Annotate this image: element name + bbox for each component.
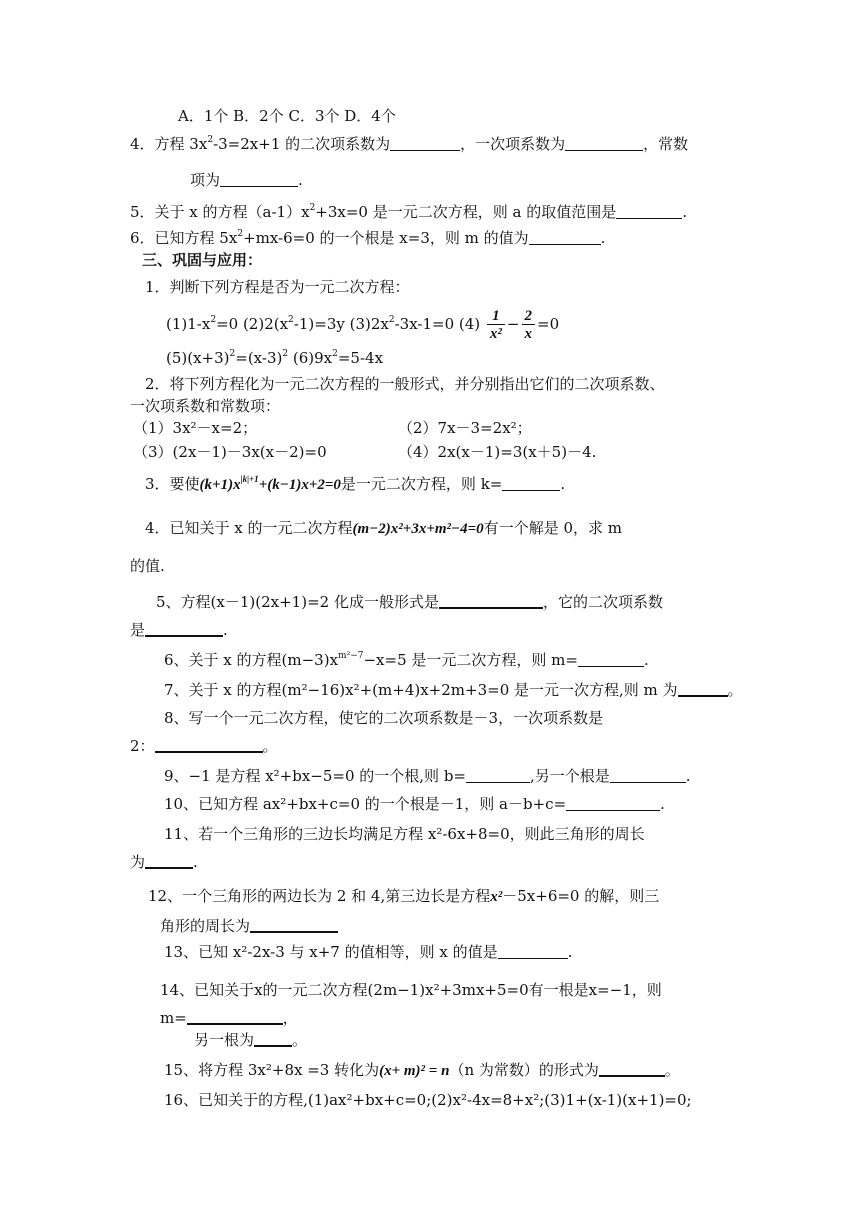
problem-2-line-1: 2．将下列方程化为一元二次方程的一般形式，并分别指出它们的二次项系数、: [145, 375, 665, 393]
question-4-cont: 项为 .: [190, 171, 303, 189]
answer-blank[interactable]: [578, 652, 644, 667]
question-5b-line-2: 是 .: [130, 621, 228, 639]
question-14-line-1: 14、已知关于x的一元二次方程(2m−1)x²+3mx+5=0有一根是x=−1，则: [160, 981, 662, 999]
question-5b-line-1: 5、方程(x－1)(2x+1)=2 化成一般形式是 ，它的二次项系数: [156, 593, 663, 611]
question-5: 5．关于 x 的方程$(a-1)x^2+3x=0$ 是一元二次方程，则 a 的取值范围是 .: [130, 203, 688, 221]
answer-blank[interactable]: [678, 681, 728, 697]
question-7: 7、关于 x 的方程(m²−16)x²+(m+4)x+2m+3=0 是一元一次方程,则 m 为 。: [164, 681, 743, 699]
question-14-line-2: m= ，: [160, 1009, 298, 1027]
problem-1-line-2: $(5)(x+3)^2=(x-3)^2$ $(6)9x^2=5-4x$: [166, 349, 384, 367]
answer-blank[interactable]: [145, 621, 223, 637]
problem-1-line-1: $(1)1-x^2=0$ $(2)2(x^2-1)=3y$ $(3)2x^2-3x-1=0$ (4) $\frac{1}{\text{x²}}$ − $\frac{2}{x}$ =0: [166, 307, 560, 342]
section-title: 三、巩固与应用：: [142, 251, 263, 269]
question-8-line-1: 8、写一个一元二次方程，使它的二次项系数是－3，一次项系数是: [164, 709, 604, 727]
answer-blank[interactable]: [439, 593, 543, 609]
question-10: 10、已知方程 ax²+bx+c=0 的一个根是－1，则 a－b+c= .: [164, 795, 665, 813]
answer-blank[interactable]: [502, 476, 560, 491]
question-12-line-2: 角形的周长为: [160, 916, 338, 936]
problem-1-title: 1．判断下列方程是否为一元二次方程：: [145, 278, 410, 296]
question-14-line-3: 另一根为 。: [194, 1031, 308, 1049]
question-8-line-2: 2： 。: [130, 737, 278, 755]
answer-blank[interactable]: [466, 768, 530, 783]
answer-blank[interactable]: [498, 944, 568, 959]
problem-4-line-2: 的值.: [130, 557, 165, 575]
answer-blank[interactable]: [145, 853, 193, 869]
answer-blank[interactable]: [220, 172, 298, 187]
answer-blank[interactable]: [155, 737, 263, 753]
fraction: $\frac{1}{\text{x²}}$: [487, 308, 505, 343]
answer-blank[interactable]: [599, 1061, 665, 1077]
answer-blank[interactable]: [390, 136, 460, 151]
question-12-line-1: 12、一个三角形的两边长为 2 和 4,第三边长是方程x²－5x+6=0 的解，则三: [148, 887, 660, 905]
question-6: 6．已知方程 $5x^2+mx-6=0$ 的一个根是 x=3，则 m 的值为 .: [130, 229, 606, 247]
problem-2-sub-3: （3）(2x－1)－3x(x－2)=0: [133, 443, 327, 461]
answer-blank[interactable]: [254, 1031, 292, 1047]
choice-options: A．1个 B．2个 C．3个 D．4个: [178, 107, 396, 125]
problem-2-line-2: 一次项系数和常数项：: [130, 397, 281, 415]
answer-blank[interactable]: [187, 1009, 283, 1025]
question-11-line-2: 为 .: [130, 853, 198, 871]
answer-blank[interactable]: [610, 768, 686, 783]
question-4: 4．方程 $3x^2-3=2x+1$ 的二次项系数为 ，一次项系数为 ，常数: [130, 135, 689, 153]
answer-blank[interactable]: [565, 136, 643, 151]
answer-blank[interactable]: [529, 230, 601, 245]
problem-4-line-1: 4．已知关于 x 的一元二次方程(m−2)x²+3x+m²−4=0有一个解是 0，求 m: [145, 519, 622, 537]
question-11-line-1: 11、若一个三角形的三边长均满足方程 x²-6x+8=0，则此三角形的周长: [164, 825, 645, 843]
problem-2-sub-4: （4）2x(x－1)=3(x＋5)－4.: [398, 443, 597, 461]
answer-blank[interactable]: [616, 204, 682, 219]
question-16: 16、已知关于的方程,(1)ax²+bx+c=0;(2)x²-4x=8+x²;(3)1+(x-1)(x+1)=0;: [164, 1091, 692, 1109]
problem-2-sub-2: （2）7x－3=2x²；: [398, 419, 532, 437]
question-6b: 6、关于 x 的方程$(m-3)x^{m^2-7}-x=5$ 是一元二次方程，则 m= .: [164, 651, 649, 669]
question-9: 9、−1 是方程 x²+bx−5=0 的一个根,则 b= ,另一个根是 .: [164, 767, 691, 785]
problem-3: 3．要使$(k+1)x^{|k|+1}+(k-1)x+2=0$是一元二次方程，则 k= .: [145, 474, 566, 493]
answer-blank[interactable]: [566, 796, 660, 811]
fraction: $\frac{2}{x}$: [522, 308, 536, 343]
problem-2-sub-1: （1）3x²－x=2；: [133, 419, 258, 437]
answer-blank[interactable]: [250, 917, 338, 933]
question-13: 13、已知 x²-2x-3 与 x+7 的值相等，则 x 的值是 .: [164, 943, 573, 961]
question-15: 15、将方程 3x²+8x =3 转化为(x+ m)² = n（n 为常数）的形式为 。: [164, 1061, 680, 1079]
